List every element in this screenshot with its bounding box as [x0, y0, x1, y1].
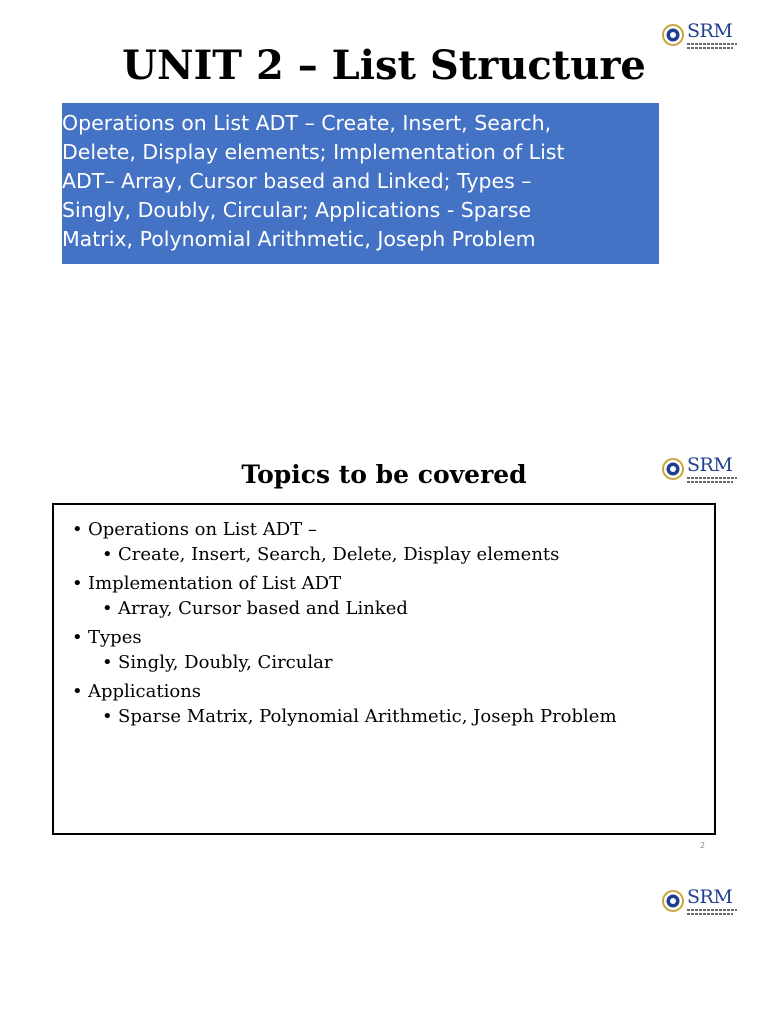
bullet: •	[72, 519, 83, 540]
bullet: •	[72, 681, 83, 702]
topic-text: Types	[88, 627, 142, 648]
subtopic-text: Sparse Matrix, Polynomial Arithmetic, Joseph Problem	[118, 706, 617, 727]
list-item	[72, 679, 714, 729]
bullet: •	[102, 652, 113, 673]
subtopic-text: Array, Cursor based and Linked	[118, 598, 408, 619]
list-item	[72, 571, 714, 621]
syllabus-line: Delete, Display elements; Implementation of List	[62, 140, 565, 164]
topics-title: Topics to be covered	[241, 460, 527, 489]
subtopic-text: Singly, Doubly, Circular	[118, 652, 333, 673]
topic-text: Implementation of List ADT	[88, 573, 342, 594]
syllabus-line: Operations on List ADT – Create, Insert, Search,	[62, 111, 552, 135]
topics-box	[52, 503, 716, 835]
syllabus-line: Singly, Doubly, Circular; Applications - Sparse	[62, 198, 532, 222]
page-number: 2	[700, 841, 706, 850]
srm-logo	[662, 886, 740, 916]
bullet: •	[102, 706, 113, 727]
bullet: •	[72, 627, 83, 648]
list-item	[72, 625, 714, 675]
bullet: •	[102, 544, 113, 565]
srm-logo-text: SRM	[687, 453, 733, 476]
srm-logo-text: SRM	[687, 885, 733, 908]
slide-title: UNIT 2 – List Structure	[122, 42, 646, 89]
srm-logo-fineprint	[687, 909, 737, 911]
bullet: •	[72, 573, 83, 594]
topic-text: Operations on List ADT –	[88, 519, 317, 540]
topics-list	[72, 517, 714, 729]
srm-logo-fineprint	[687, 913, 733, 915]
srm-emblem-icon	[662, 890, 684, 912]
syllabus-line: ADT– Array, Cursor based and Linked; Types –	[62, 169, 532, 193]
subtopic-text: Create, Insert, Search, Delete, Display elements	[118, 544, 560, 565]
topic-text: Applications	[88, 681, 202, 702]
srm-logo-text: SRM	[687, 19, 733, 42]
syllabus-box	[62, 103, 659, 264]
bullet: •	[102, 598, 113, 619]
syllabus-line: Matrix, Polynomial Arithmetic, Joseph Problem	[62, 227, 536, 251]
list-item	[72, 517, 714, 567]
